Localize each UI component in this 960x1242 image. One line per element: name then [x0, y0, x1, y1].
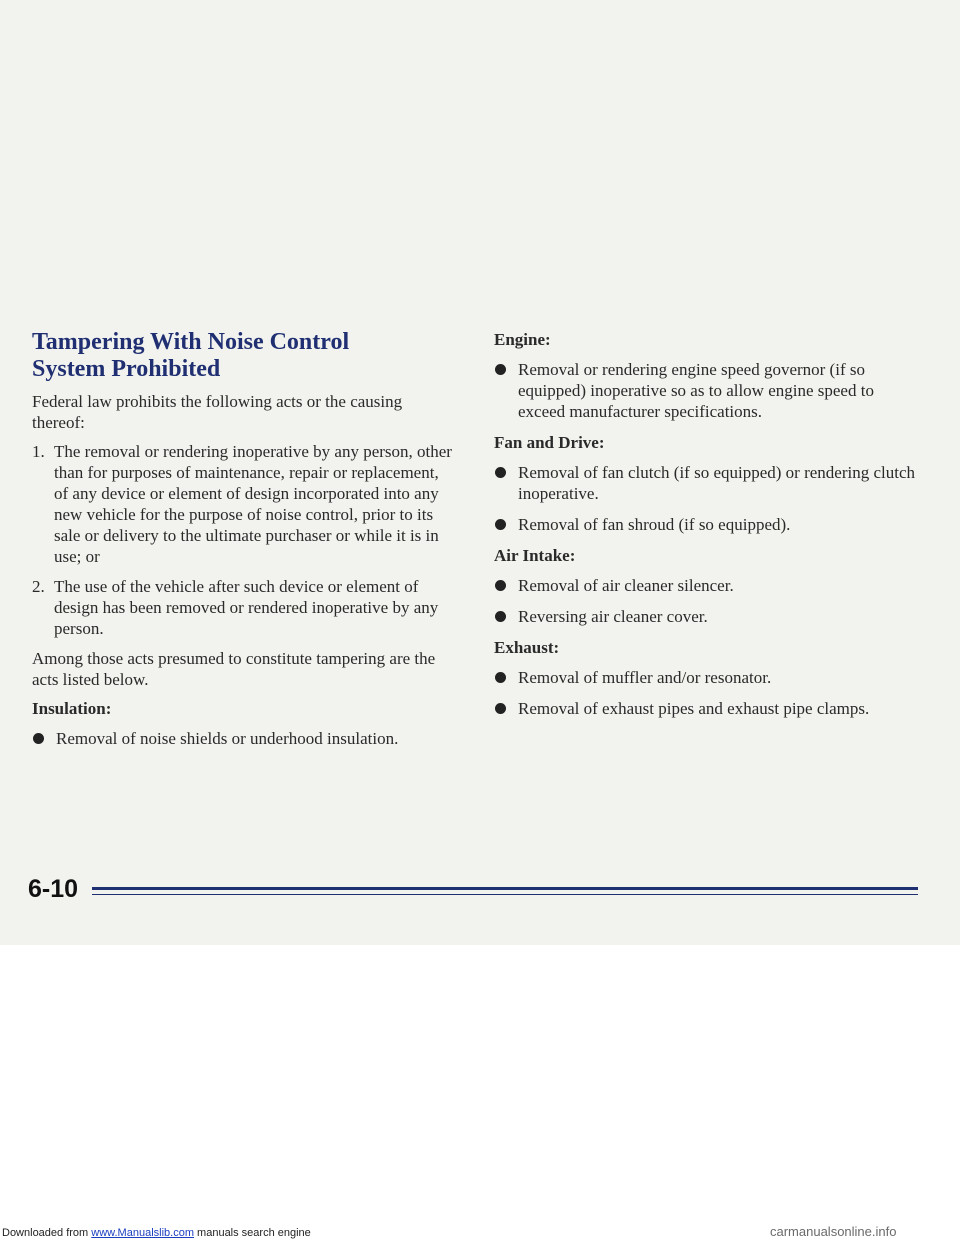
fan-and-drive-list — [494, 462, 924, 535]
list-item — [494, 514, 924, 535]
list-item — [494, 667, 924, 688]
section-heading-engine: Engine: — [494, 330, 551, 349]
engine-list — [494, 359, 924, 422]
list-item — [494, 698, 924, 719]
bullet-icon — [495, 364, 506, 375]
footer-rule — [92, 887, 918, 890]
list-item-text: Removal of muffler and/or resonator. — [518, 668, 772, 687]
title-line-1: Tampering With Noise Control — [32, 329, 350, 355]
download-note — [2, 1226, 311, 1240]
bullet-icon — [33, 733, 44, 744]
list-item — [494, 359, 924, 422]
list-item-text: Removal of fan shroud (if so equipped). — [518, 515, 791, 534]
bullet-icon — [495, 703, 506, 714]
footer-rule-thin — [92, 894, 918, 895]
left-column — [32, 329, 457, 759]
presumed-paragraph: Among those acts presumed to constitute tampering are the acts listed below. — [32, 649, 436, 689]
item-number: 1. — [32, 442, 45, 461]
item-text: The removal or rendering inoperative by any person, other than for purposes of maintenance, repair or replacement, of any device or element of design incorporated into any new vehicle for the purpose of noise control, prior to its sale or delivery to the ultimate purchaser or while it is in use; or — [54, 442, 452, 566]
bullet-icon — [495, 580, 506, 591]
list-item-text: Removal of noise shields or underhood insulation. — [56, 729, 399, 748]
manualslib-link[interactable]: www.Manualslib.com — [91, 1227, 194, 1239]
list-item — [494, 606, 924, 627]
page-footer — [28, 872, 918, 912]
bullet-icon — [495, 467, 506, 478]
right-column — [494, 329, 924, 729]
watermark: carmanualsonline.info — [770, 1224, 897, 1239]
exhaust-list — [494, 667, 924, 719]
page-title — [32, 329, 457, 383]
bullet-icon — [495, 672, 506, 683]
download-suffix: manuals search engine — [197, 1227, 311, 1239]
download-prefix: Downloaded from — [2, 1227, 89, 1239]
list-item-text: Removal of air cleaner silencer. — [518, 576, 734, 595]
prohibited-acts-list — [32, 441, 457, 639]
title-line-2: System Prohibited — [32, 356, 221, 382]
list-item — [494, 462, 924, 504]
insulation-list — [32, 728, 457, 749]
intro-paragraph: Federal law prohibits the following acts or the causing thereof: — [32, 392, 403, 432]
item-number: 2. — [32, 577, 45, 596]
bullet-icon — [495, 611, 506, 622]
numbered-item — [32, 576, 457, 639]
list-item — [32, 728, 457, 749]
numbered-item — [32, 441, 457, 567]
list-item-text: Removal of exhaust pipes and exhaust pipe clamps. — [518, 699, 870, 718]
section-heading-exhaust: Exhaust: — [494, 638, 560, 657]
page-number: 6-10 — [28, 875, 79, 903]
list-item — [494, 575, 924, 596]
section-heading-fan-and-drive: Fan and Drive: — [494, 433, 605, 452]
list-item-text: Reversing air cleaner cover. — [518, 607, 708, 626]
list-item-text: Removal or rendering engine speed governor (if so equipped) inoperative so as to allow engine speed to exceed manufacturer specifications. — [518, 360, 874, 421]
section-heading-insulation: Insulation: — [32, 699, 112, 718]
section-heading-air-intake: Air Intake: — [494, 546, 576, 565]
bullet-icon — [495, 519, 506, 530]
air-intake-list — [494, 575, 924, 627]
item-text: The use of the vehicle after such device or element of design has been removed or rendered inoperative by any person. — [54, 577, 439, 638]
list-item-text: Removal of fan clutch (if so equipped) or rendering clutch inoperative. — [518, 463, 916, 503]
